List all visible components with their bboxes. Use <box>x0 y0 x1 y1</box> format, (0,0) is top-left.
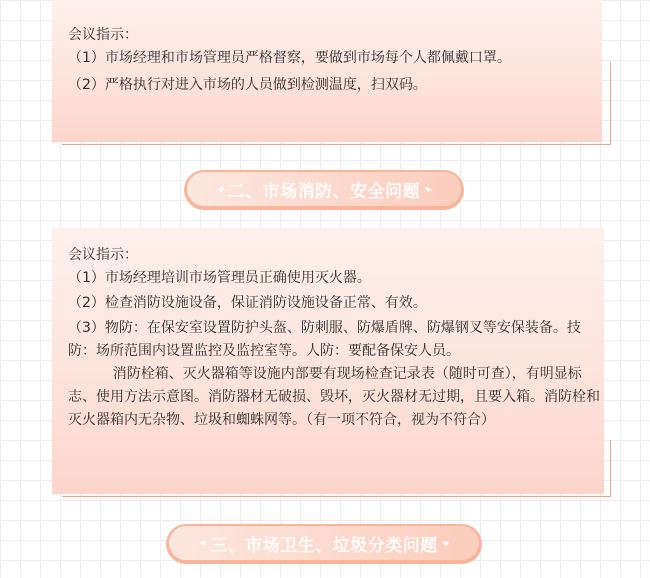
meeting-card-1 <box>52 0 602 142</box>
card-1-content <box>68 24 588 97</box>
section-banner-3-inner <box>169 526 479 560</box>
section-banner-2-inner <box>187 172 461 206</box>
card-1-heading: 会议指示： <box>68 27 138 43</box>
left-arrows-icon: ◂· <box>199 537 207 549</box>
left-arrows-icon: ◂· <box>216 183 224 195</box>
card-2-paragraph: 消防栓箱、灭火器箱等设施内部要有现场检查记录表（随时可查），有明显标志、使用方法示意图。消防器材无破损、毁坏，灭火器材无过期，且要入箱。消防栓和灭火器箱内无杂物、垃圾和蜘蛛网等。（有一项不符合，视为不符合） <box>68 366 600 428</box>
card-2-content <box>68 244 608 432</box>
card-2-item-2: （2）检查消防设施设备，保证消防设施设备正常、有效。 <box>68 295 427 311</box>
right-arrows-icon: ·▸ <box>441 537 449 549</box>
card-2-item-1: （1）市场经理培训市场管理员正确使用灭火器。 <box>68 270 371 286</box>
section-title-3: 三、市场卫生、垃圾分类问题 <box>210 535 438 556</box>
right-arrows-icon: ·▸ <box>424 183 432 195</box>
card-2-item-3: （3）物防：在保安室设置防护头盔、防刺服、防爆盾牌、防爆钢叉等安保装备。技防：场所范围内设置监控及监控室等。人防：要配备保安人员。 <box>68 320 581 359</box>
meeting-card-2 <box>52 228 604 494</box>
card-1-item-2: （2）严格执行对进入市场的人员做到检测温度，扫双码。 <box>68 77 427 93</box>
card-2-heading: 会议指示： <box>68 247 138 263</box>
section-title-2: 二、市场消防、安全问题 <box>227 181 421 202</box>
card-1-item-1: （1）市场经理和市场管理员严格督察，要做到市场每个人都佩戴口罩。 <box>68 50 511 66</box>
